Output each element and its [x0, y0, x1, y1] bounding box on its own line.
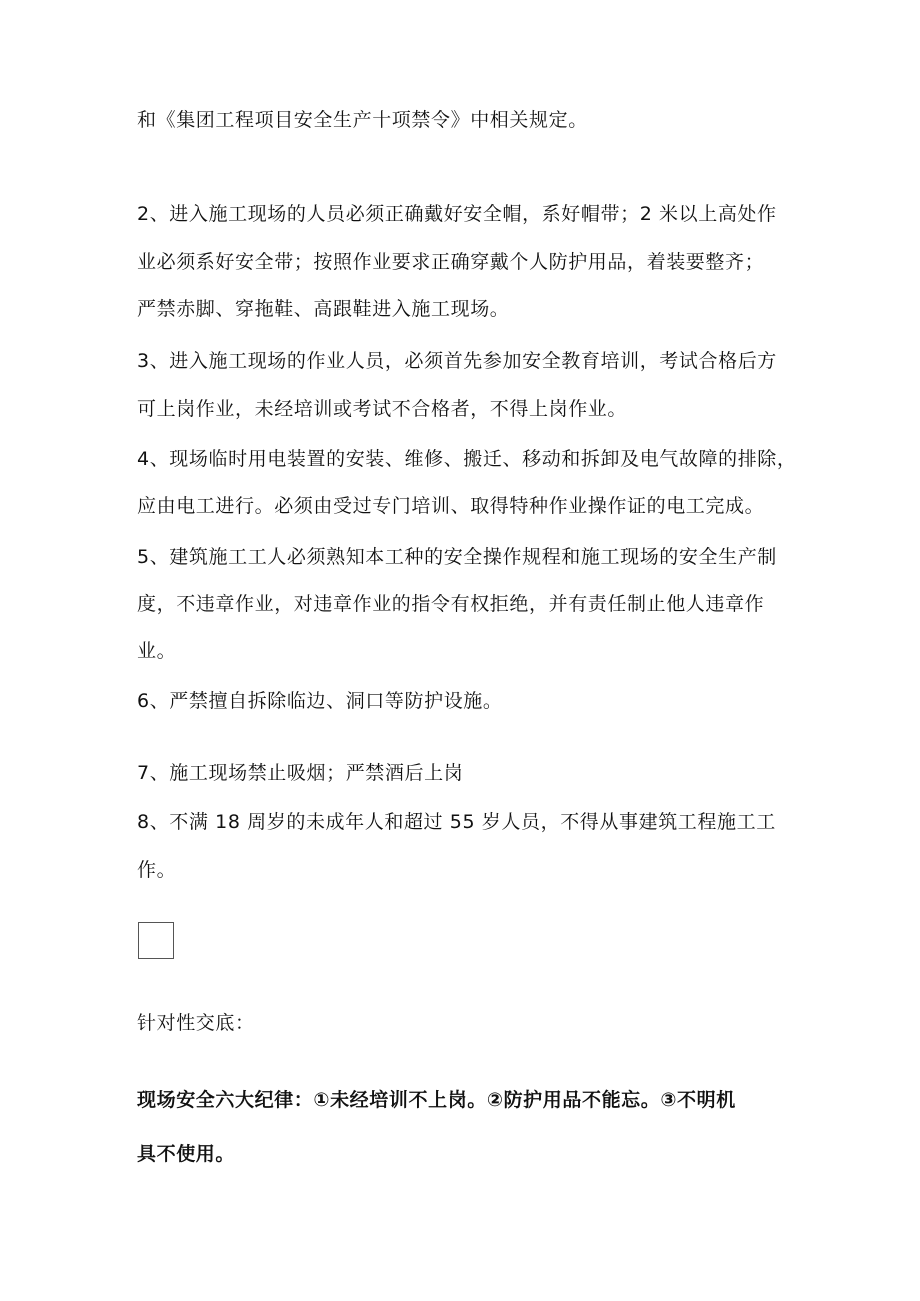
empty-checkbox[interactable]	[138, 922, 174, 959]
targeted-briefing-label: 针对性交底：	[137, 1012, 255, 1034]
rule-7-text: 7、施工现场禁止吸烟；严禁酒后上岗	[137, 762, 464, 784]
rule-2-line-1: 2、进入施工现场的人员必须正确戴好安全帽，系好帽带；2 米以上高处作	[137, 203, 777, 225]
rule-8-line-2: 作。	[137, 859, 177, 881]
rule-5-line-3: 业。	[137, 640, 177, 662]
rule-2-line-2: 业必须系好安全带；按照作业要求正确穿戴个人防护用品，着装要整齐；	[137, 251, 765, 273]
rule-8-line-1: 8、不满 18 周岁的未成年人和超过 55 岁人员，不得从事建筑工程施工工	[137, 811, 776, 833]
discipline-line-2: 具不使用。	[137, 1143, 236, 1165]
rule-6-text: 6、严禁擅自拆除临边、洞口等防护设施。	[137, 690, 503, 712]
rule-4-line-2: 应由电工进行。必须由受过专门培训、取得特种作业操作证的电工完成。	[137, 495, 765, 517]
rule-4-line-1: 4、现场临时用电装置的安装、维修、搬迁、移动和拆卸及电气故障的排除，	[137, 448, 797, 470]
discipline-line-1: 现场安全六大纪律：①未经培训不上岗。②防护用品不能忘。③不明机	[137, 1089, 736, 1111]
rule-5-line-1: 5、建筑施工工人必须熟知本工种的安全操作规程和施工现场的安全生产制	[137, 546, 777, 568]
rule-5-line-2: 度，不违章作业，对违章作业的指令有权拒绝，并有责任制止他人违章作	[137, 593, 765, 615]
rule-3-line-2: 可上岗作业，未经培训或考试不合格者，不得上岗作业。	[137, 398, 628, 420]
intro-tail-text: 和《集团工程项目安全生产十项禁令》中相关规定。	[137, 109, 588, 131]
rule-3-line-1: 3、进入施工现场的作业人员，必须首先参加安全教育培训，考试合格后方	[137, 350, 777, 372]
rule-2-line-3: 严禁赤脚、穿拖鞋、高跟鞋进入施工现场。	[137, 298, 510, 320]
